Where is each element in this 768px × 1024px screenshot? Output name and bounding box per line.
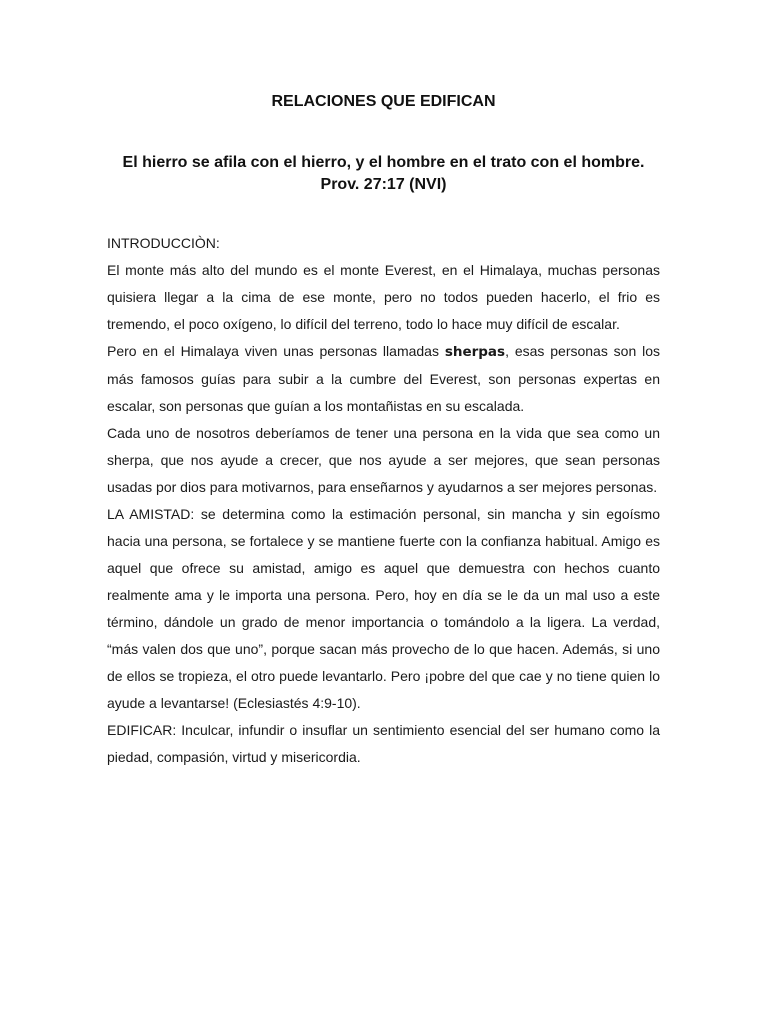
document-page	[107, 92, 660, 771]
document-subtitle: El hierro se afila con el hierro, y el hombre en el trato con el hombre. Prov. 27:17 (NVI)	[122, 154, 645, 193]
paragraph-sherpas-end: , esas personas son los más famosos guías para subir a la cumbre del Everest, son personas expertas en escalar, son personas que guían a los montañistas en su escalada.	[107, 343, 660, 414]
paragraph-sherpas-start: Pero en el Himalaya viven unas personas llamadas	[107, 343, 445, 359]
sherpas-bold-word: sherpas	[444, 344, 506, 360]
paragraph-sherpas	[107, 338, 660, 420]
document-title: RELACIONES QUE EDIFICAN	[271, 93, 496, 110]
paragraph-amistad: LA AMISTAD: se determina como la estimación personal, sin mancha y sin egoísmo hacia una persona, se fortalece y se mantiene fuerte con la confianza habitual. Amigo es aquel que ofrece su amistad, amigo es aquel que demuestra con hechos cuanto realmente ama y le importa una persona. Pero, hoy en día se le da un mal uso a este término, dándole un grado de menor importancia o tomándolo a la ligera. La verdad, “más valen dos que uno”, porque sacan más provecho de lo que hacen. Además, si uno de ellos se tropieza, el otro puede levantarlo. Pero ¡pobre del que cae y no tiene quien lo ayude a levantarse! (Eclesiastés 4:9-10).	[107, 506, 660, 711]
paragraph-everest: El monte más alto del mundo es el monte Everest, en el Himalaya, muchas personas quisiera llegar a la cima de ese monte, pero no todos pueden hacerlo, el frio es tremendo, el poco oxígeno, lo difícil del terreno, todo lo hace muy difícil de escalar.	[107, 262, 660, 332]
paragraph-edificar: EDIFICAR: Inculcar, infundir o insuflar un sentimiento esencial del ser humano como la piedad, compasión, virtud y misericordia.	[107, 722, 660, 765]
intro-heading: INTRODUCCIÒN:	[107, 235, 220, 251]
paragraph-sherpa-role: Cada uno de nosotros deberíamos de tener una persona en la vida que sea como un sherpa, que nos ayude a crecer, que nos ayude a ser mejores, que sean personas usadas por dios para motivarnos, para enseñarnos y ayudarnos a ser mejores personas.	[107, 425, 660, 495]
